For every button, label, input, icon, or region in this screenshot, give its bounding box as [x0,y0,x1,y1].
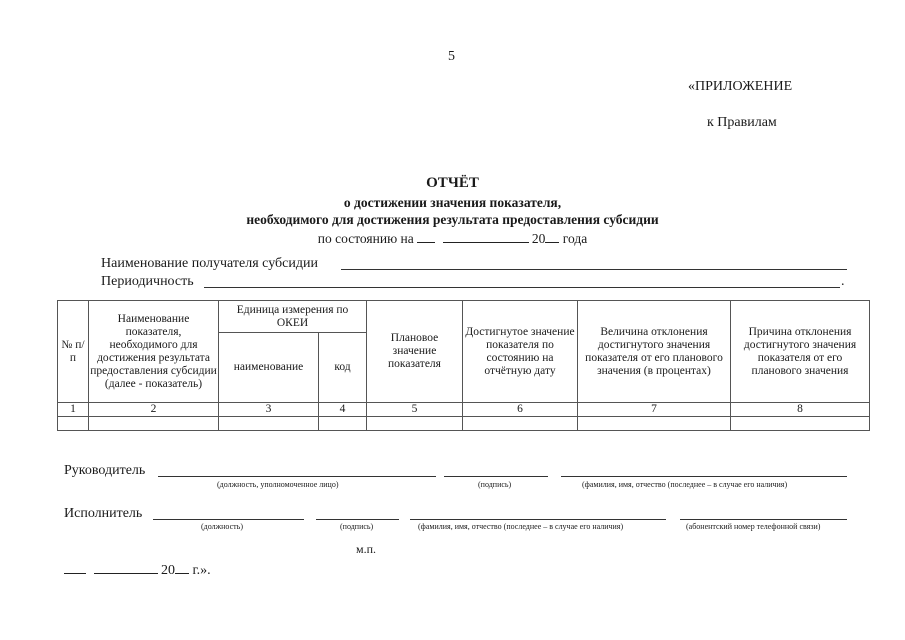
table-cell [58,417,89,431]
executor-name-caption: (фамилия, имя, отчество (последнее – в случае его наличия) [418,522,624,531]
stamp-place: м.п. [356,542,377,556]
year-blank [545,229,559,243]
recipient-line [341,269,847,270]
table-cell [319,417,367,431]
header-unit-code: код [319,333,367,403]
head-signature-caption: (подпись) [478,480,512,489]
date-prefix: по состоянию на [317,231,414,246]
appendix-label: «ПРИЛОЖЕНИЕ [688,79,793,94]
report-date-line [0,229,905,247]
report-title: ОТЧЁТ [426,175,479,191]
col-number: 5 [367,403,463,417]
header-planned: Плановое значение показателя [367,301,463,403]
table-row [58,417,870,431]
sign-month-blank [94,560,158,574]
periodicity-label: Периодичность [101,274,194,289]
executor-name-line [410,519,666,520]
date-suffix: года [562,231,588,246]
col-number: 8 [731,403,870,417]
head-position-caption: (должность, уполномоченное лицо) [217,480,339,489]
executor-signature-caption: (подпись) [340,522,374,531]
executor-label: Исполнитель [64,506,143,521]
executor-position-caption: (должность) [201,522,243,531]
head-signature-line [444,476,548,477]
sign-date-year: 20 [161,563,175,578]
table-cell [367,417,463,431]
month-blank [443,229,529,243]
col-number: 2 [89,403,219,417]
page-number: 5 [448,49,455,64]
day-blank [417,229,435,243]
report-table [57,300,870,431]
table-cell [463,417,578,431]
sign-date-suffix: г.». [192,563,211,578]
periodicity-line [204,287,840,288]
rules-label: к Правилам [707,115,777,130]
table-row [58,403,870,417]
head-position-line [158,476,436,477]
executor-phone-caption: (абонентский номер телефонной связи) [686,522,821,531]
executor-phone-line [680,519,847,520]
head-label: Руководитель [64,463,146,478]
col-number: 4 [319,403,367,417]
header-indicator: Наименование показателя, необходимого для достижения результата предоставления субсидии (далее - показатель) [89,301,219,403]
recipient-label: Наименование получателя субсидии [101,256,318,271]
col-number: 6 [463,403,578,417]
header-num: № п/п [58,301,89,403]
table-cell [89,417,219,431]
header-reason: Причина отклонения достигнутого значения показателя от его планового значения [731,301,870,403]
header-unit-name: наименование [219,333,319,403]
header-unit-group: Единица измерения по ОКЕИ [219,301,367,333]
header-deviation: Величина отклонения достигнутого значения показателя от его планового значения (в процентах) [578,301,731,403]
table-cell [219,417,319,431]
sign-day-blank [64,560,86,574]
executor-signature-line [316,519,399,520]
sign-year-blank [175,560,189,574]
col-number: 1 [58,403,89,417]
executor-position-line [153,519,304,520]
date-year: 20 [531,231,546,246]
col-number: 3 [219,403,319,417]
head-name-line [561,476,847,477]
report-subtitle-1: о достижении значения показателя, [343,195,562,210]
report-subtitle-2: необходимого для достижения результата предоставления субсидии [246,212,659,227]
header-achieved: Достигнутое значение показателя по состоянию на отчётную дату [463,301,578,403]
table-cell [731,417,870,431]
head-name-caption: (фамилия, имя, отчество (последнее – в случае его наличия) [582,480,788,489]
report-sign-date [64,560,211,579]
periodicity-end: . [841,274,845,289]
col-number: 7 [578,403,731,417]
table-cell [578,417,731,431]
